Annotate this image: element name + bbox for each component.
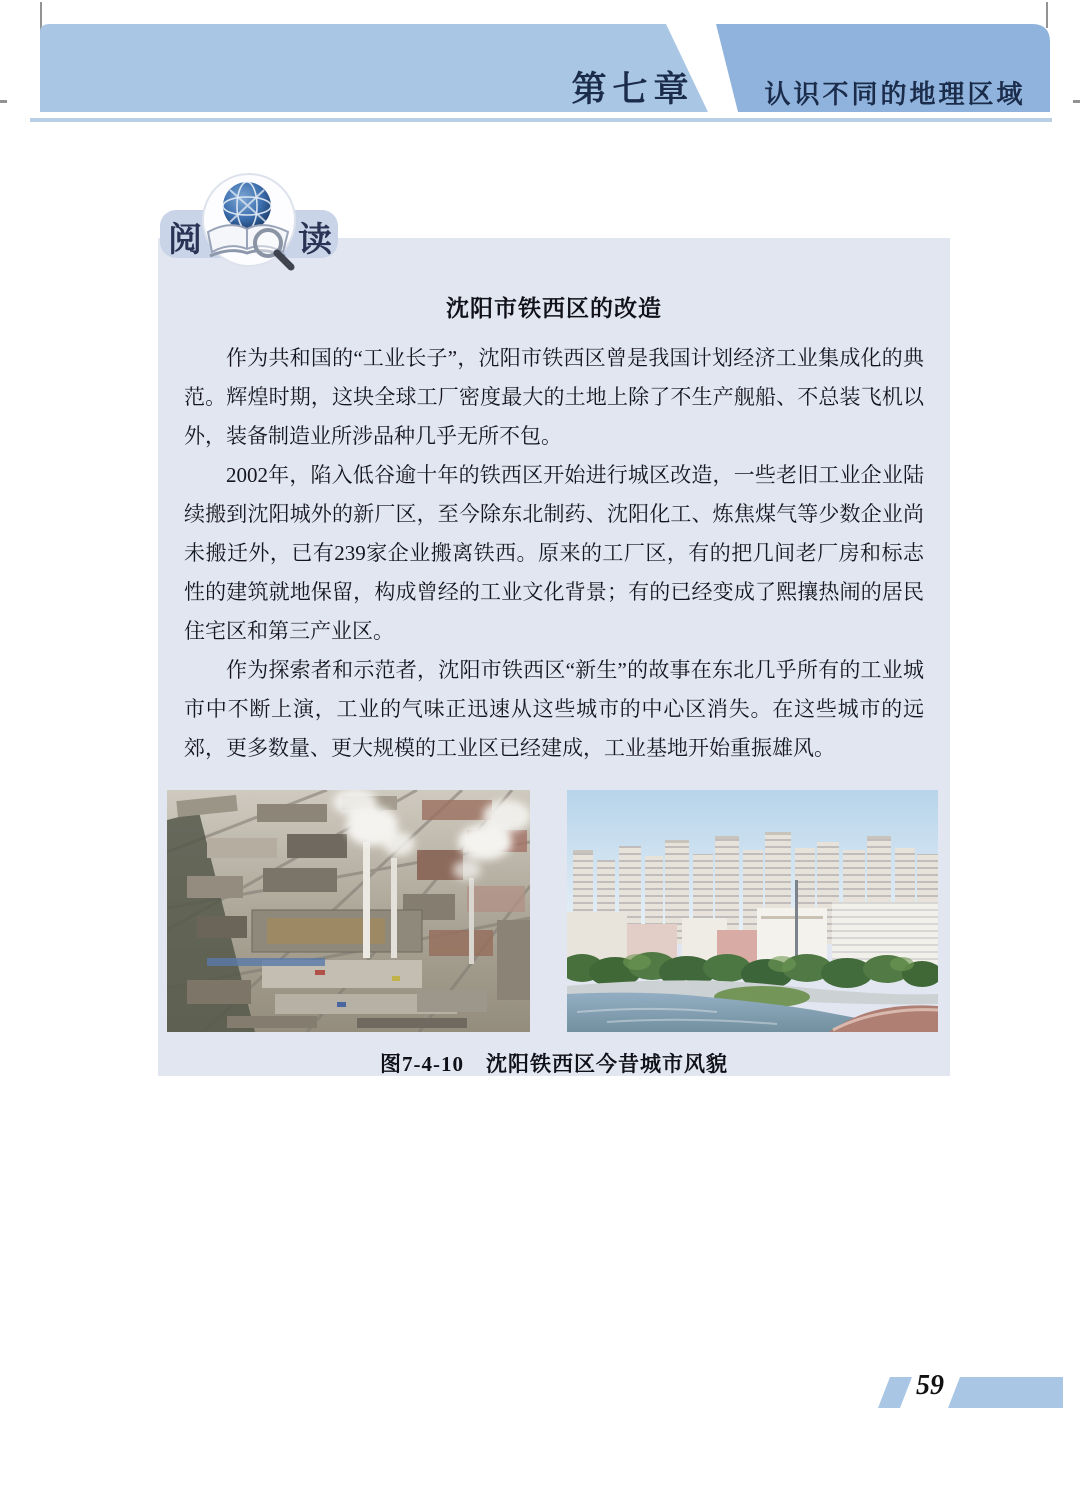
paragraph-1: 作为共和国的“工业长子”，沈阳市铁西区曾是我国计划经济工业集成化的典范。辉煌时期，这块全球工厂密度最大的土地上除了不生产舰船、不总装飞机以外，装备制造业所涉品种几乎无所不包。 bbox=[184, 346, 924, 448]
figure-caption: 图7-4-10 沈阳铁西区今昔城市风貌 bbox=[380, 1052, 728, 1076]
old-industrial-district-photo bbox=[167, 790, 530, 1032]
chapter-label: 第七章 bbox=[571, 70, 695, 109]
paragraph-3: 作为探索者和示范者，沈阳市铁西区“新生”的故事在东北几乎所有的工业城市中不断上演，工业的气味正迅速从这些城市的中心区消失。在这些城市的远郊，更多数量、更大规模的工业区已经建成，工业基地开始重振雄风。 bbox=[184, 658, 924, 760]
reading-badge bbox=[150, 166, 360, 276]
modern-waterfront-city-photo bbox=[567, 790, 938, 1032]
reading-title: 沈阳市铁西区的改造 bbox=[446, 296, 662, 321]
page-number: 59 bbox=[916, 1370, 944, 1401]
footer-wide-bar bbox=[948, 1377, 1063, 1408]
footer-small-parallelogram bbox=[878, 1377, 912, 1408]
header-rule bbox=[30, 118, 1052, 122]
badge-char-read1: 阅 bbox=[168, 222, 202, 259]
figure-row bbox=[167, 790, 942, 1032]
chapter-header bbox=[0, 0, 1080, 130]
paragraph-2: 2002年，陷入低谷逾十年的铁西区开始进行城区改造，一些老旧工业企业陆续搬到沈阳城外的新厂区，至今除东北制药、沈阳化工、炼焦煤气等少数企业尚未搬迁外，已有239家企业搬离铁西。原来的工厂区，有的把几间老厂房和标志性的建筑就地保留，构成曾经的工业文化背景；有的已经变成了熙攘热闹的居民住宅区和第三产业区。 bbox=[184, 463, 924, 643]
badge-char-read2: 读 bbox=[298, 222, 332, 259]
reading-box bbox=[158, 238, 950, 1076]
section-title: 认识不同的地理区域 bbox=[764, 80, 1026, 109]
page-footer bbox=[0, 1368, 1080, 1416]
